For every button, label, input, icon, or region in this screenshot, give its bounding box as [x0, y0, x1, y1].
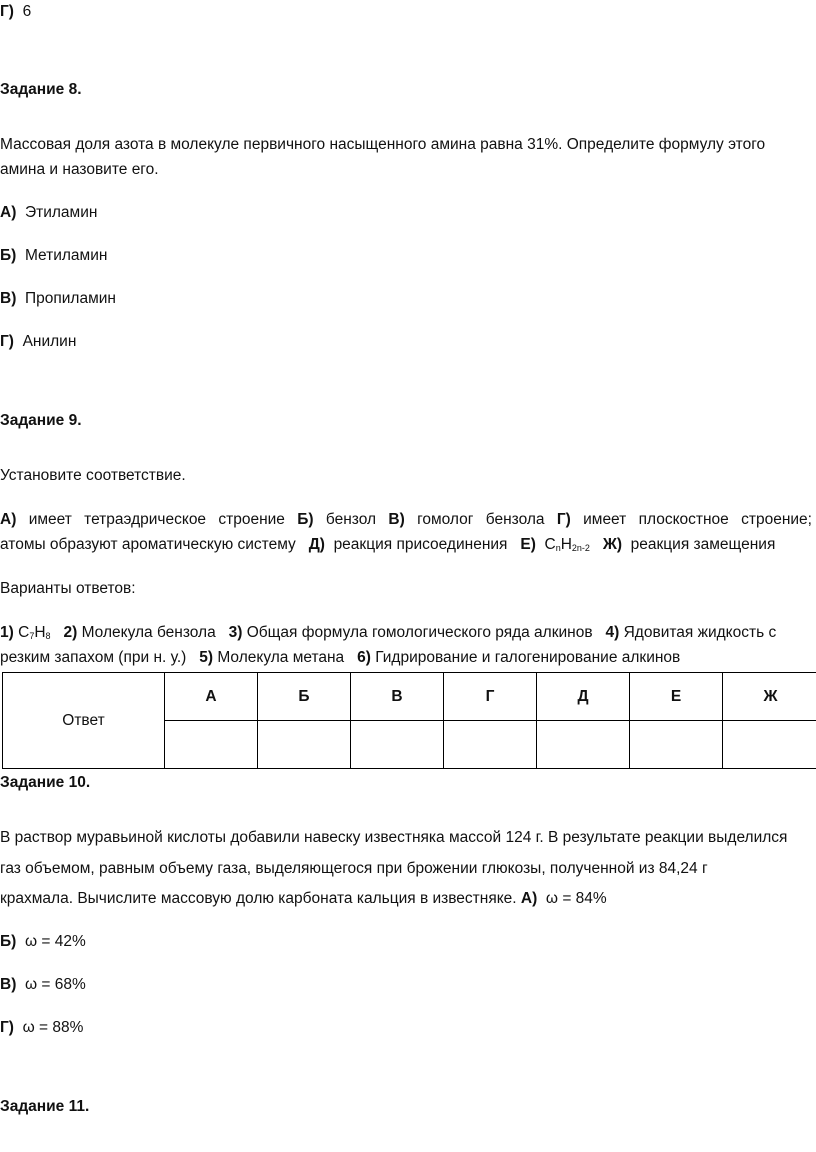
variant-text: Общая формула гомологического ряда алкинов: [246, 624, 593, 641]
item-text: имеет тетраэдрическое строение: [28, 511, 285, 528]
variant-text: Молекула бензола: [81, 624, 216, 641]
item-letter: Е): [520, 536, 536, 553]
variant-text: Гидрирование и галогенирование алкинов: [375, 649, 681, 666]
option-text: ω = 84%: [545, 890, 607, 907]
formula-cnh2n-2: $C_nH_{2n-2}$: [544, 536, 590, 553]
variant-text: Ядовитая жидкость с: [623, 624, 777, 641]
item-letter: Б): [297, 511, 314, 528]
task10-option-v: [0, 975, 816, 995]
option-text: Пропиламин: [24, 290, 116, 307]
option-letter: А): [0, 204, 17, 221]
task9-variants-line2: [0, 648, 816, 668]
item-text: реакция замещения: [630, 536, 776, 553]
option-text: ω = 42%: [24, 933, 86, 950]
answer-cell[interactable]: [723, 721, 816, 769]
task8-question-line1: Массовая доля азота в молекуле первичного насыщенного амина равна 31%. Определите формулу этого: [0, 136, 766, 153]
task8-option-b: [0, 246, 816, 266]
column-header: В: [351, 673, 444, 721]
answer-table-header-row: [3, 673, 816, 721]
question-text: крахмала. Вычислите массовую долю карбоната кальция в известняке.: [0, 890, 517, 907]
variant-number: 5): [199, 649, 214, 666]
variant-number: 1): [0, 624, 14, 641]
answer-cell[interactable]: [444, 721, 537, 769]
task9-variants-title: Варианты ответов:: [0, 580, 136, 597]
option-letter: В): [0, 976, 17, 993]
option-text: Этиламин: [24, 204, 98, 221]
answer-cell[interactable]: [630, 721, 723, 769]
item-text: бензол: [325, 511, 377, 528]
task8-title: Задание 8.: [0, 81, 82, 98]
task8-question-line2: амина и назовите его.: [0, 161, 159, 178]
task9-variants-line1: [0, 623, 816, 643]
option-text: Метиламин: [24, 247, 108, 264]
answer-row-label: Ответ: [3, 673, 165, 769]
option-letter: Г): [0, 333, 14, 350]
task8-option-a: [0, 203, 816, 223]
answer-cell[interactable]: [165, 721, 258, 769]
option-text: 6: [22, 3, 32, 20]
task10-title: Задание 10.: [0, 774, 91, 791]
option-text: Анилин: [22, 333, 77, 350]
variant-number: 4): [605, 624, 620, 641]
item-letter: Д): [308, 536, 325, 553]
option-letter: А): [520, 890, 538, 907]
prev-option: [0, 2, 816, 22]
answer-cell[interactable]: [537, 721, 630, 769]
item-text: имеет плоскостное строение;: [583, 511, 812, 528]
task11-title: Задание 11.: [0, 1098, 90, 1115]
answer-table: [2, 672, 816, 769]
task10-option-b: [0, 932, 816, 952]
column-header: Г: [444, 673, 537, 721]
column-header: Е: [630, 673, 723, 721]
formula-c7h8: $C_7H_8$: [18, 624, 51, 641]
task8-option-g: [0, 332, 816, 352]
variant-text: Молекула метана: [217, 649, 345, 666]
answer-cell[interactable]: [258, 721, 351, 769]
task10-line1: В раствор муравьиной кислоты добавили навеску известняка массой 124 г. В результате реакции выделился: [0, 829, 788, 846]
item-letter: Ж): [602, 536, 623, 553]
option-letter: Г): [0, 1019, 14, 1036]
item-text: реакция присоединения: [333, 536, 508, 553]
item-letter: Г): [556, 511, 571, 528]
variant-number: 3): [228, 624, 243, 641]
task9-items-line1: [0, 510, 812, 530]
column-header: Б: [258, 673, 351, 721]
task9-items-line2: [0, 535, 816, 555]
variant-number: 6): [357, 649, 371, 666]
option-letter: Б): [0, 933, 17, 950]
column-header: Д: [537, 673, 630, 721]
answer-cell[interactable]: [351, 721, 444, 769]
task10-option-g: [0, 1018, 816, 1038]
variant-text: резким запахом (при н. у.): [0, 649, 187, 666]
item-letter: В): [388, 511, 405, 528]
option-letter: Б): [0, 247, 17, 264]
option-letter: Г): [0, 3, 14, 20]
option-text: ω = 88%: [22, 1019, 84, 1036]
task9-title: Задание 9.: [0, 412, 82, 429]
task8-option-v: [0, 289, 816, 309]
column-header: Ж: [723, 673, 816, 721]
variant-number: 2): [63, 624, 78, 641]
task10-line3: [0, 889, 816, 909]
task9-instruction: Установите соответствие.: [0, 467, 186, 484]
item-text: гомолог бензола: [417, 511, 545, 528]
item-text: атомы образуют ароматическую систему: [0, 536, 296, 553]
option-letter: В): [0, 290, 17, 307]
item-letter: А): [0, 511, 17, 528]
task10-line2: газ объемом, равным объему газа, выделяющегося при брожении глюкозы, полученной из 84,24 г: [0, 860, 708, 877]
option-text: ω = 68%: [24, 976, 86, 993]
column-header: А: [165, 673, 258, 721]
